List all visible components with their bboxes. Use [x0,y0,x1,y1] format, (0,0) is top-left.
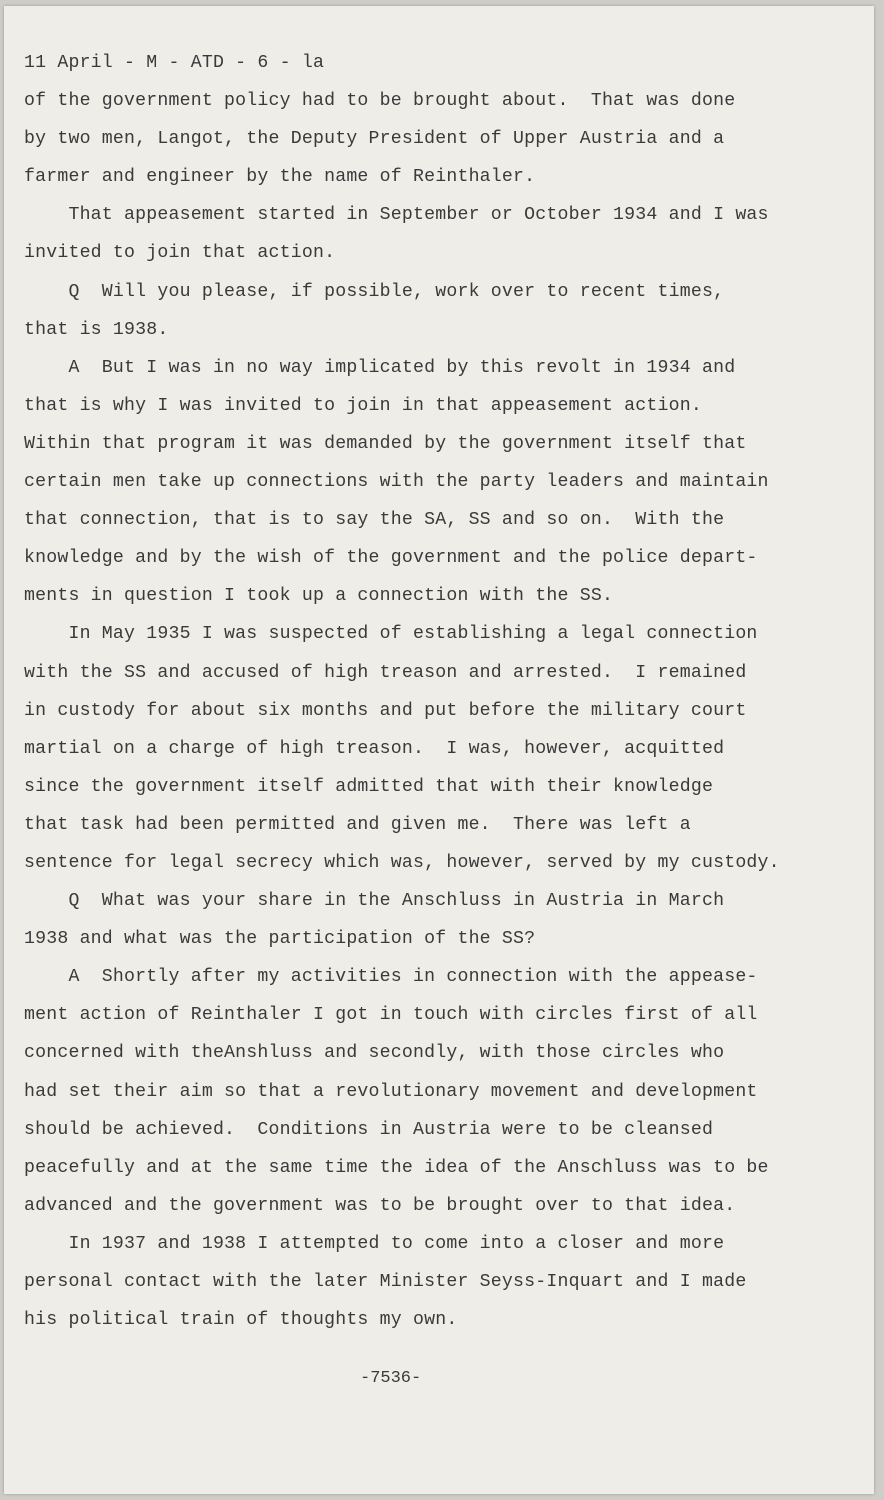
document-page [4,6,874,1494]
text-line: Q Will you please, if possible, work over to recent times, [24,281,725,302]
text-line: his political train of thoughts my own. [24,1310,458,1331]
text-line: sentence for legal secrecy which was, however, served by my custody. [24,852,780,873]
text-line: invited to join that action. [24,243,336,264]
text-line: that connection, that is to say the SA, SS and so on. With the [24,510,725,531]
text-line: in custody for about six months and put before the military court [24,700,747,721]
text-line: peacefully and at the same time the idea of the Anschluss was to be [24,1157,769,1178]
text-line: certain men take up connections with the party leaders and maintain [24,472,769,493]
text-line: ments in question I took up a connection with the SS. [24,586,614,607]
text-line: had set their aim so that a revolutionary movement and development [24,1081,758,1102]
text-line: A But I was in no way implicated by this revolt in 1934 and [24,357,736,378]
text-line: by two men, Langot, the Deputy President of Upper Austria and a [24,129,725,150]
page-number: -7536- [360,1369,422,1388]
text-line: A Shortly after my activities in connection with the appease- [24,967,758,988]
text-line: In May 1935 I was suspected of establishing a legal connection [24,624,758,645]
text-line: should be achieved. Conditions in Austria were to be cleansed [24,1119,714,1140]
text-line: personal contact with the later Minister Seyss-Inquart and I made [24,1272,747,1292]
text-line: advanced and the government was to be brought over to that idea. [24,1195,736,1216]
text-line: In 1937 and 1938 I attempted to come into a closer and more [24,1233,725,1254]
text-line: 1938 and what was the participation of the SS? [24,929,536,950]
text-line: farmer and engineer by the name of Reinthaler. [24,167,536,188]
text-line: knowledge and by the wish of the government and the police depart- [24,548,758,569]
text-line: that is why I was invited to join in that appeasement action. [24,395,702,416]
text-line: Within that program it was demanded by the government itself that [24,433,747,454]
page-header-line: 11 April - M - ATD - 6 - la [24,53,325,73]
text-line: that is 1938. [24,319,169,340]
text-line: That appeasement started in September or October 1934 and I was [24,205,769,226]
text-line: Q What was your share in the Anschluss in Austria in March [24,891,725,912]
text-line: with the SS and accused of high treason and arrested. I remained [24,662,747,683]
text-line: since the government itself admitted that with their knowledge [24,776,714,797]
typed-text-body [24,44,824,1339]
text-line: ment action of Reinthaler I got in touch with circles first of all [24,1005,758,1026]
text-line: martial on a charge of high treason. I was, however, acquitted [24,738,725,759]
text-line: of the government policy had to be brought about. That was done [24,91,736,112]
text-line: that task had been permitted and given me. There was left a [24,814,691,835]
text-line: concerned with theAnshluss and secondly, with those circles who [24,1043,725,1064]
